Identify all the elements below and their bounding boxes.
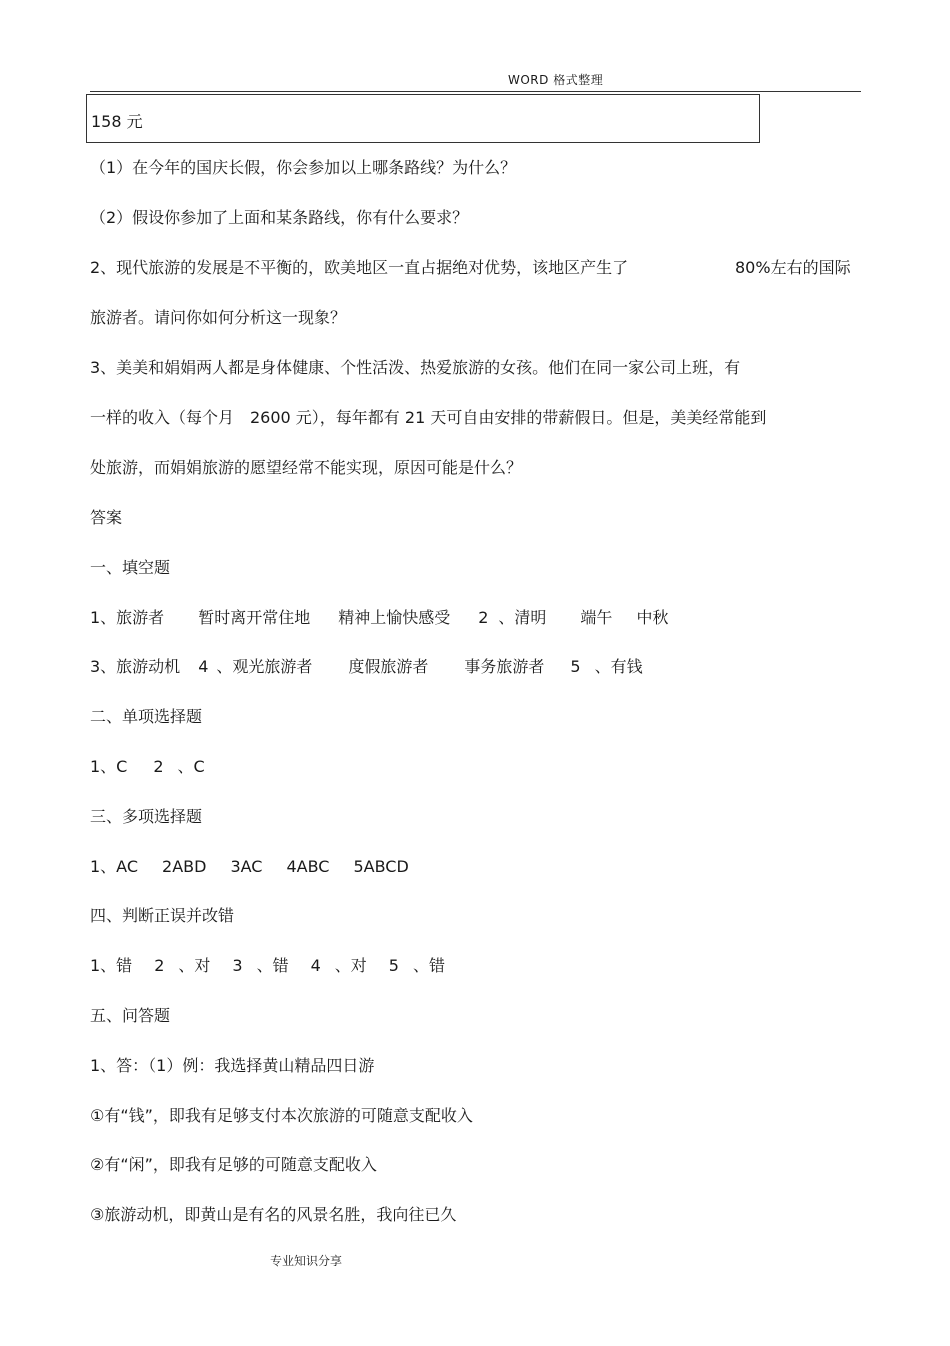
answer-item: 、错 — [412, 956, 445, 975]
page-footer-text: 专业知识分享 — [270, 1254, 343, 1268]
answer-item: 、对 — [334, 956, 367, 975]
section-5-answer-line-1: 1、答：（1）例：我选择黄山精品四日游 — [90, 1056, 375, 1075]
section-5-answer-line-3: ②有“闲”，即我有足够的可随意支配收入 — [90, 1155, 377, 1174]
answer-item: 、有钱 — [594, 657, 643, 676]
section-2-title: 二、单项选择题 — [90, 707, 203, 726]
question-1-part-1: （1）在今年的国庆长假，你会参加以上哪条路线？为什么？ — [90, 158, 517, 177]
section-1-answers-line-1 — [90, 608, 668, 628]
answer-item: 3、旅游动机 — [90, 657, 181, 676]
answer-item: 5 — [570, 657, 581, 676]
question-3-line-3: 处旅游，而娟娟旅游的愿望经常不能实现，原因可能是什么？ — [90, 458, 523, 477]
section-4-title: 四、判断正误并改错 — [90, 906, 235, 925]
section-5-answer-line-4: ③旅游动机，即黄山是有名的风景名胜，我向往已久 — [90, 1205, 457, 1224]
section-5-title: 五、问答题 — [90, 1006, 171, 1025]
answer-item: 事务旅游者 — [464, 657, 545, 676]
answer-item: 1、C — [90, 757, 128, 776]
answer-item: 3 — [232, 956, 243, 975]
answer-item: 1、错 — [90, 956, 133, 975]
answer-item: 、观光旅游者 — [216, 657, 313, 676]
question-2-line-1: 2、现代旅游的发展是不平衡的，欧美地区一直占据绝对优势，该地区产生了 — [90, 258, 629, 277]
answer-item: 度假旅游者 — [348, 657, 429, 676]
answer-item: 5 — [388, 956, 399, 975]
answer-item: 、错 — [256, 956, 289, 975]
answer-item: 暂时离开常住地 — [198, 608, 311, 627]
answer-item: 4 — [198, 657, 209, 676]
answer-item: 2 — [478, 608, 489, 627]
answer-item: 精神上愉快感受 — [338, 608, 451, 627]
section-3-answers-line-1 — [90, 857, 409, 877]
section-3-title: 三、多项选择题 — [90, 807, 203, 826]
section-2-answers-line-1 — [90, 757, 205, 777]
answers-title: 答案 — [90, 508, 123, 527]
page-header-title: WORD 格式整理 — [508, 73, 604, 87]
section-1-title: 一、填空题 — [90, 558, 171, 577]
answer-item: 3AC — [230, 857, 263, 876]
header-divider — [90, 91, 861, 92]
answer-item: 、对 — [178, 956, 211, 975]
price-box — [86, 94, 760, 143]
section-5-answer-line-2: ①有“钱”，即我有足够支付本次旅游的可随意支配收入 — [90, 1106, 473, 1125]
answer-item: 4 — [310, 956, 321, 975]
answer-item: 端午 — [580, 608, 613, 627]
question-3-line-2: 一样的收入（每个月 2600 元），每年都有 21 天可自由安排的带薪假日。但是，美美经常能到 — [90, 408, 767, 427]
section-1-answers-line-2 — [90, 657, 643, 677]
answer-item: 1、AC — [90, 857, 139, 876]
answer-item: 2 — [154, 956, 165, 975]
question-3-line-1: 3、美美和娟娟两人都是身体健康、个性活泼、热爱旅游的女孩。他们在同一家公司上班，有 — [90, 358, 741, 377]
answer-item: 中秋 — [636, 608, 669, 627]
question-2-line-2: 旅游者。请问你如何分析这一现象？ — [90, 308, 347, 327]
answer-item: 、清明 — [498, 608, 547, 627]
answer-item: 2 — [153, 757, 164, 776]
answer-item: 1、旅游者 — [90, 608, 165, 627]
answer-item: 、C — [177, 757, 205, 776]
answer-item: 4ABC — [286, 857, 330, 876]
answer-item: 5ABCD — [353, 857, 409, 876]
price-text: 158 元 — [91, 112, 143, 131]
question-2-line-1-end: 80%左右的国际 — [735, 258, 851, 277]
section-4-answers-line-1 — [90, 956, 445, 976]
question-1-part-2: （2）假设你参加了上面和某条路线，你有什么要求？ — [90, 208, 469, 227]
answer-item: 2ABD — [162, 857, 207, 876]
